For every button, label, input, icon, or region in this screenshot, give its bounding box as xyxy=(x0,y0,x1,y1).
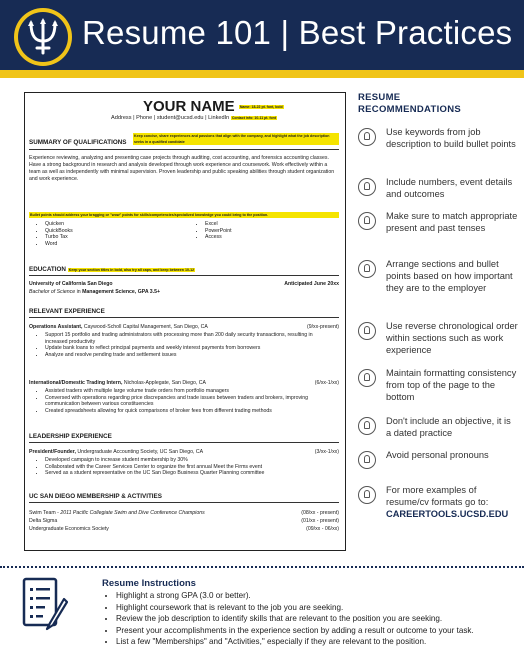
divider xyxy=(29,442,339,443)
trident-icon xyxy=(14,8,72,66)
skill-item: • Excel xyxy=(205,221,232,228)
lightbulb-icon xyxy=(358,451,376,469)
membership-heading: UC SAN DIEGO MEMBERSHIP & ACTIVITIES xyxy=(29,493,162,500)
bullet: • Conversed with operations regarding price discrepancies and trade issues between traders and brokers, improving communication between various constituencies xyxy=(45,395,335,408)
school-row: University of California San Diego Anticipated June 20xx xyxy=(29,281,339,287)
skill-item: • Word xyxy=(45,241,73,248)
instruction-item: • Highlight a strong GPA (3.0 or better). xyxy=(116,590,524,602)
relevant-heading: RELEVANT EXPERIENCE xyxy=(29,308,105,315)
lightbulb-icon xyxy=(358,260,376,278)
sample-resume xyxy=(24,92,346,551)
instructions-title: Resume Instructions xyxy=(102,578,196,589)
lightbulb-icon xyxy=(358,417,376,435)
lightbulb-icon xyxy=(358,178,376,196)
job-bullets xyxy=(33,332,325,358)
skill-item: • PowerPoint xyxy=(205,228,232,235)
job-bullets xyxy=(33,457,335,477)
skill-item: • QuickBooks xyxy=(45,228,73,235)
job-row: President/Founder, Undergraduate Accounting Society, UC San Diego, CA (3/xx-1/xx) xyxy=(29,449,339,455)
instruction-item: • Review the job description to identify skills that are relevant to the position you are seeking. xyxy=(116,613,524,625)
divider xyxy=(29,317,339,318)
anticipated-date: Anticipated June 20xx xyxy=(284,281,339,287)
summary-heading: SUMMARY OF QUALIFICATIONS xyxy=(29,139,127,146)
bullet: • Analyze and resolve pending trade and settlement issues xyxy=(45,352,325,359)
bullet: • Support 15 portfolio and trading administrators with processing more than 200 daily security transactions, resulting in increased productivity xyxy=(45,332,325,345)
summary-text: Experience reviewing, analyzing and presenting case projects through auditing, cost accounting, and forensics accounting classes. Have a strong background in research and analysis developed through work experience and coursework. Work effectively within a team as well as independently with minimal supervision. Proven leadership and public speaking abilities through student organization and work experience. xyxy=(29,155,335,182)
membership-row: Swim Team - 2011 Pacific Collegiate Swim and Dive Conference Champions (08/xx - present) xyxy=(29,510,339,516)
bullet: • Served as a student representative on the UC San Diego Business Quarter Planning committee xyxy=(45,470,335,477)
dotted-divider xyxy=(0,566,524,568)
instruction-item: • Highlight coursework that is relevant to the job you are seeking. xyxy=(116,602,524,614)
recommendations-panel: RESUME RECOMMENDATIONS Use keywords from job description to build bullet points Include numbers, event details and outcomes Make sure to match appropriate present and past tenses Arrange sections and bullet points based on how important they are to the employer Use reverse chronological order within sections such as work experience Maintain formatting consistency from top of the page to the bottom Don't include an objective, it is a dated practice Avoid personal pronouns For more examples of resume/cv formats go to: CAREERTOOLS.UCSD.EDU xyxy=(358,92,518,519)
skill-item: • Turbo Tax xyxy=(45,234,73,241)
instructions-list xyxy=(102,590,524,648)
membership-row: Undergraduate Economics Society (09/xx - 06/xx) xyxy=(29,526,339,532)
lightbulb-icon xyxy=(358,486,376,504)
skills-note: Bullet points should address your bragging or "wow" points for skills/competencies/specialized knowledge you could bring to the position. xyxy=(29,212,339,218)
name-note: Name: 18-22 pt. font, bold xyxy=(239,105,283,110)
bullet: • Update bank loans to reflect principal payments and weekly interest payments from borrowers xyxy=(45,345,325,352)
instruction-item: • Present your accomplishments in the experience section by adding a result or outcome to your task. xyxy=(116,625,524,637)
careertools-link[interactable]: CAREERTOOLS.UCSD.EDU xyxy=(386,509,509,519)
page-header xyxy=(0,0,524,78)
instruction-item: • List a few "Memberships" and "Activities," especially if they are relevant to the position. xyxy=(116,636,524,648)
leadership-heading: LEADERSHIP EXPERIENCE xyxy=(29,433,112,440)
bullet: • Assisted traders with multiple large volume trade orders from portfolio managers xyxy=(45,388,335,395)
education-note: Keep your section titles in bold, also try all caps, and keep between 10-12 xyxy=(68,268,195,272)
page-title: Resume 101 | Best Practices xyxy=(82,14,513,51)
bullet: • Created spreadsheets allowing for quick comparisons of broker fees from different trading methods xyxy=(45,408,335,415)
job-bullets xyxy=(33,388,335,414)
bullet: • Developed campaign to increase student membership by 30% xyxy=(45,457,335,464)
skills-right-list xyxy=(193,221,232,241)
membership-row: Delta Sigma (01/xx - present) xyxy=(29,518,339,524)
lightbulb-icon xyxy=(358,369,376,387)
recommendations-heading: RESUME RECOMMENDATIONS xyxy=(358,92,462,115)
divider xyxy=(29,275,339,276)
bullet: • Collaborated with the Career Services Center to organize the first annual Meet the Firms event xyxy=(45,464,335,471)
checklist-pen-icon xyxy=(22,577,68,633)
lightbulb-icon xyxy=(358,212,376,230)
education-heading: EDUCATION Keep your section titles in bold, also try all caps, and keep between 10-12 xyxy=(29,266,195,273)
degree-row: Bachelor of Science in Management Science, GPA 3.5+ xyxy=(29,289,161,295)
lightbulb-icon xyxy=(358,128,376,146)
job-row: International/Domestic Trading Intern, Nicholas-Applegate, San Diego, CA (6/xx-1/xx) xyxy=(29,380,339,386)
summary-note: Keep concise, share experiences and passions that align with the company, and highlight what the job description seeks in a qualified candidate xyxy=(133,133,339,145)
resume-contact: Address | Phone | student@ucsd.edu | LinkedIn Contact info: 10-11 pt. font xyxy=(111,115,276,121)
skill-item: • Access xyxy=(205,234,232,241)
divider xyxy=(29,502,339,503)
skills-left-list xyxy=(33,221,73,247)
job-row: Operations Assistant, Caywood-Scholl Capital Management, San Diego, CA (9/xx-present) xyxy=(29,324,339,330)
lightbulb-icon xyxy=(358,322,376,340)
resume-name: YOUR NAME Name: 18-22 pt. font, bold xyxy=(143,98,283,115)
gold-stripe xyxy=(0,70,524,78)
contact-note: Contact info: 10-11 pt. font xyxy=(231,116,276,120)
divider xyxy=(29,149,339,150)
skill-item: • Quicken xyxy=(45,221,73,228)
